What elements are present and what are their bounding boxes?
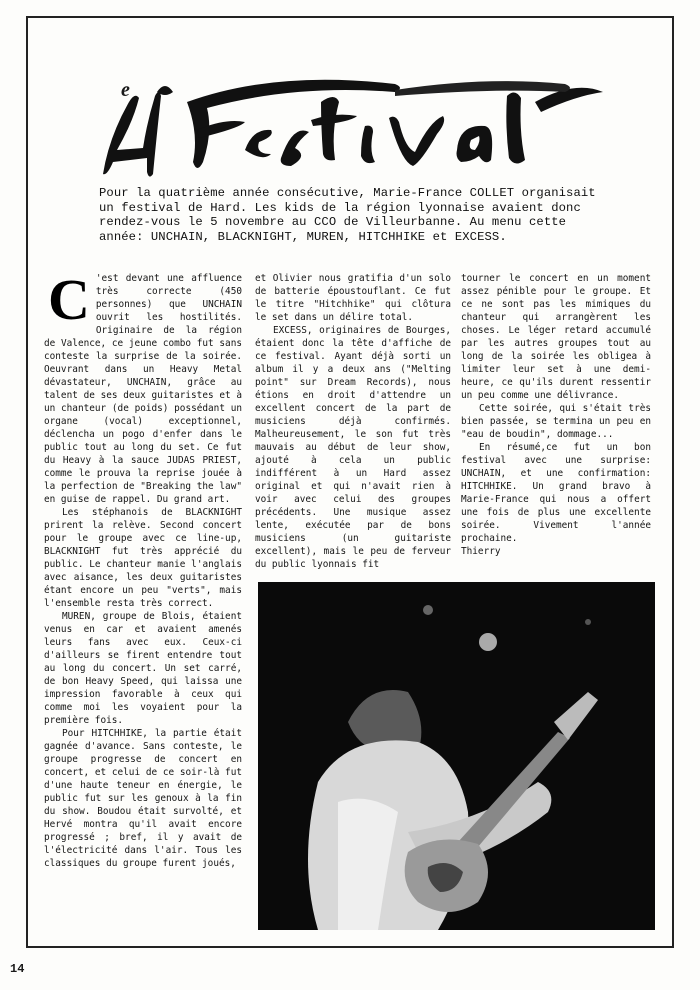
drop-cap: C: [48, 267, 90, 332]
article-paragraph: Les stéphanois de BLACKNIGHT prirent la relève. Second concert pour le groupe avec ce line-up, BLACKNIGHT fut très apprécié du public. Le chanteur manie l'anglais avec aisance, les deux guitaristes étant encore un peu "verts", mais l'ensemble resta très correct.: [44, 507, 242, 609]
author-signature: Thierry: [461, 546, 501, 557]
article-paragraph: et Olivier nous gratifia d'un solo de batterie époustouflant. Ce fut le titre "Hitchhike" qui clôtura le set dans un délire total.: [255, 273, 451, 323]
article-paragraph: Pour HITCHHIKE, la partie était gagnée d'avance. Sans conteste, le groupe progresse de concert en concert, et celui de ce soir-là fut d'une haute teneur en énergie, le public fut sur les genoux à la fin du show. Boudou était survolté, et Hervé montra qu'il avait encore progressé ; bref, il y avait de l'électricité dans l'air. Tous les classiques du groupe furent joués,: [44, 728, 242, 869]
brush-title-icon: [95, 62, 610, 182]
article-column-3: [461, 272, 651, 558]
festival-title-art: [95, 62, 610, 182]
title-superscript: e: [121, 79, 130, 101]
article-paragraph: tourner le concert en un moment assez pénible pour le groupe. Et ce ne sont pas les mimiques du chanteur qui arrangèrent les choses. Le léger retard accumulé par les autres groupes tout au long de la soirée les obligea à limiter leur set à une demi-heure, ce qu'ils durent ressentir un peu comme une délivrance.: [461, 273, 651, 401]
article-paragraph: Cette soirée, qui s'était très bien passée, se termina un peu en "eau de boudin", dommage...: [461, 403, 651, 440]
article-column-1: [44, 267, 242, 870]
guitarist-photo-icon: [258, 582, 655, 930]
intro-paragraph: Pour la quatrième année consécutive, Marie-France COLLET organisait un festival de Hard. Les kids de la région lyonnaise avaient donc rendez-vous le 5 novembre au CCO de Villeurbanne. Au menu cette année: UNCHAIN, BLACKNIGHT, MUREN, HITCHHIKE et EXCESS.: [99, 186, 596, 244]
article-paragraph: En résumé,ce fut un bon festival avec une surprise: UNCHAIN, et une confirmation: HITCHHIKE. Un grand bravo à Marie-France qui nous a offert une fois de plus une excellente soirée. Vivement l'année prochaine.: [461, 442, 651, 544]
article-paragraph: EXCESS, originaires de Bourges, étaient donc la tête d'affiche de ce festival. Ayant déjà sorti un album il y a deux ans ("Melting point" sur Dream Records), nous étions en droit d'attendre un excellent concert de la part de musiciens déjà confirmés. Malheureusement, le son fut très mauvais au début de leur show, ajouté à cela un public indifférent à un Hard assez original et qui n'avait rien à voir avec celui des groupes précédents. Une musique assez lente, exécutée par de bons musiciens (un guitariste excellent), mais le peu de ferveur du public lyonnais fit: [255, 325, 451, 570]
article-paragraph: 'est devant une affluence très correcte (450 personnes) que UNCHAIN ouvrit les hostilités. Originaire de la région de Valence, ce jeune combo fut sans conteste la surprise de la soirée. Oeuvrant dans un Heavy Metal dévastateur, UNCHAIN, grâce au talent de ses deux guitaristes et à un chanteur (de poids) possédant un organe (vocal) exceptionnel, déclencha un pogo d'enfer dans le public tout au long du set. Ce fut du Heavy à la sauce JUDAS PRIEST, comme le prouva la reprise jouée à la perfection de "Breaking the law" en guise de rappel. Du grand art.: [44, 273, 242, 505]
concert-photo: [258, 582, 655, 930]
article-paragraph: MUREN, groupe de Blois, étaient venus en car et avaient amenés leurs fans avec eux. Ceux-ci d'ailleurs se firent entendre tout au long du concert. Un set carré, de bon Heavy Speed, qui laissa une impression favorable à ceux qui comme moi les voyaient pour la première fois.: [44, 611, 242, 726]
page-number: 14: [10, 962, 25, 976]
article-column-2: [255, 272, 451, 571]
